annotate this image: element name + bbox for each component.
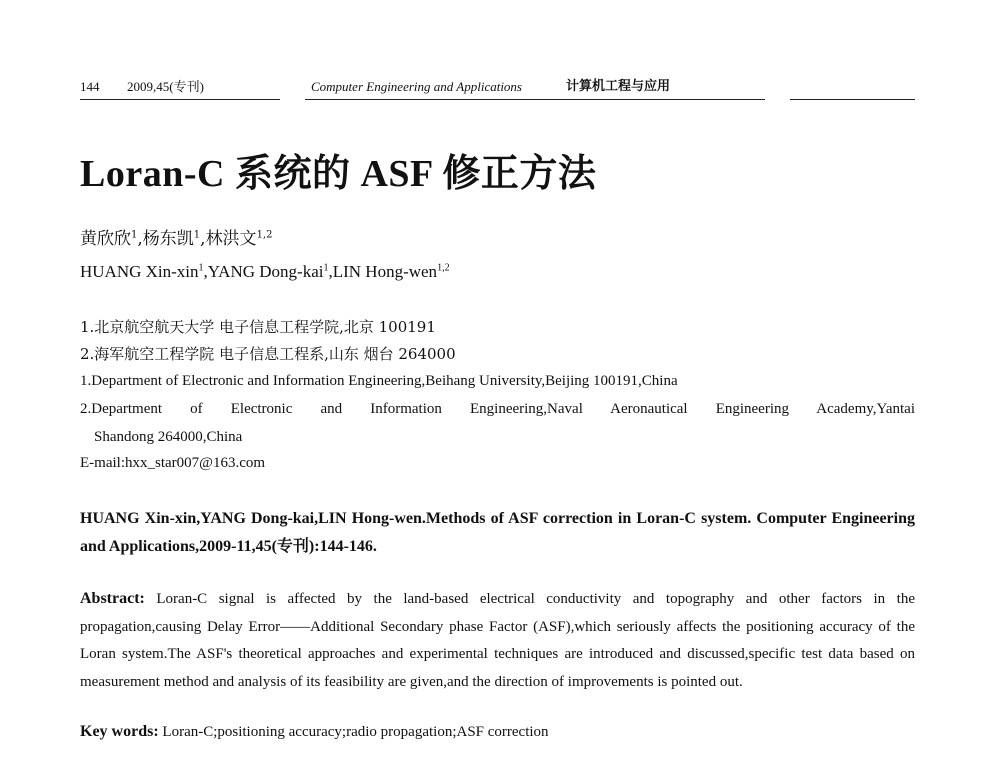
- abstract-label: Abstract:: [80, 590, 145, 607]
- keywords-text: Loran-C;positioning accuracy;radio propagation;ASF correction: [162, 724, 549, 740]
- journal-name-cn: 计算机工程与应用: [566, 79, 671, 94]
- header-rule: [305, 99, 765, 100]
- abstract: [80, 585, 915, 696]
- author-affiliation-mark: 1,2: [437, 262, 450, 274]
- citation: HUANG Xin-xin,YANG Dong-kai,LIN Hong-wen.Methods of ASF correction in Loran-C system. Computer Engineering and Applications,2009-11,45(专刊):144-146.: [80, 510, 915, 555]
- keywords: [80, 720, 915, 744]
- author-affiliation-mark: 1: [193, 229, 201, 241]
- author-name: 杨东凯: [142, 229, 194, 249]
- authors-chinese: 黄欣欣$^1$,杨东凯$^1$,林洪文$^{1,2}$: [80, 229, 273, 249]
- page-number: 144: [80, 79, 100, 94]
- affiliation-cn-2: 2.海军航空工程学院 电子信息工程系,山东 烟台 264000: [80, 345, 456, 363]
- author-name: HUANG Xin-xin: [80, 262, 199, 281]
- affiliation-en-1: 1.Department of Electronic and Information Engineering,Beihang University,Beijing 100191,China: [80, 373, 678, 389]
- author-name: 黄欣欣: [80, 229, 131, 249]
- affiliation-en-2: 2.Department of Electronic and Information Engineering,Naval Aeronautical Engineering Academy,Yantai: [80, 401, 915, 417]
- author-name: LIN Hong-wen: [332, 262, 438, 281]
- author-affiliation-mark: 1: [323, 262, 329, 274]
- author-affiliation-mark: 1,2: [256, 229, 273, 241]
- abstract-text: Loran-C signal is affected by the land-based electrical conductivity and topography and other factors in the propagation,causing Delay Error——Additional Secondary phase Factor (ASF),which seriously affects the positioning accuracy of the Loran system.The ASF's theoretical approaches and experimental techniques are introduced and discussed,specific test data based on measurement method and analysis of its feasibility are given,and the direction of improvements is pointed out.: [80, 591, 915, 690]
- affiliation-cn-1: 1.北京航空航天大学 电子信息工程学院,北京 100191: [80, 318, 436, 336]
- affiliation-en-2-cont: Shandong 264000,China: [94, 429, 243, 445]
- running-header: [80, 77, 915, 99]
- contact-email[interactable]: E-mail:hxx_star007@163.com: [80, 455, 266, 471]
- header-rule: [790, 99, 915, 100]
- journal-name-en: Computer Engineering and Applications: [311, 79, 522, 94]
- author-affiliation-mark: 1: [131, 229, 138, 241]
- issue-info: 2009,45(专刊): [127, 79, 204, 94]
- keywords-label: Key words:: [80, 723, 159, 740]
- author-affiliation-mark: 1: [198, 262, 204, 274]
- author-name: 林洪文: [205, 229, 257, 249]
- header-rule: [80, 99, 280, 100]
- authors-english: HUANG Xin-xin$^1$,YANG Dong-kai$^1$,LIN Hong-wen$^{1,2}$: [80, 262, 450, 281]
- paper-title: Loran-C 系统的 ASF 修正方法: [80, 153, 597, 195]
- author-name: YANG Dong-kai: [207, 262, 324, 281]
